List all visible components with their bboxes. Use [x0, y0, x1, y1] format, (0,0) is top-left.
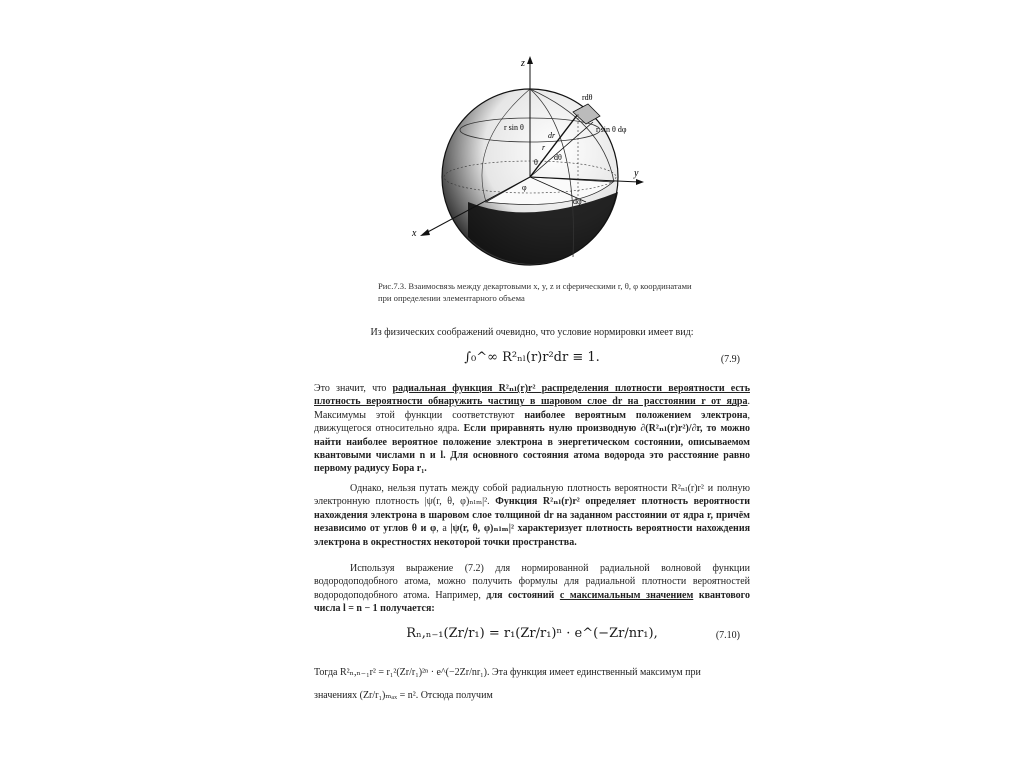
p3-text-4: |ψ(r, θ, φ)ₙₗₘ|² характеризует плотность вероятности нахождения электрона в окрестностях некоторой точки пространства.	[314, 523, 750, 548]
paragraph-hydrogen-like	[314, 562, 750, 616]
theta-label: θ	[534, 158, 538, 167]
p4-text-2: для состояний	[486, 589, 560, 601]
equation-7-9-number: (7.9)	[720, 354, 740, 365]
p5-line-2: значениях (Zr/r₁)ₘₐₓ = n². Отсюда получим	[314, 690, 493, 702]
equation-7-10-body: Rₙ,ₙ₋₁(Zr/r₁) = r₁(Zr/r₁)ⁿ · e^(−Zr/nr₁),	[406, 626, 658, 641]
paragraph-normalization-intro: Из физических соображений очевидно, что условие нормировки имеет вид:	[370, 327, 694, 338]
rdtheta-label: rdθ	[582, 93, 593, 102]
p3-text-2: Функция R²ₙₗ(r)r² определяет плотность вероятности нахождения электрона в шаровом слое толщиной dr на заданном расстоянии от ядра r, причём независимо от углов θ и φ	[314, 496, 750, 535]
dr-label: dr	[548, 131, 556, 140]
p4-text-1: Используя выражение (7.2) для нормированной радиальной волновой функции водородоподобного атома, можно получить формулы для радиальной плотности вероятностей водородоподобного атома. Например,	[314, 563, 750, 601]
equation-7-9	[314, 346, 750, 376]
p2-text-5: , движущегося относительно ядра.	[314, 409, 750, 435]
figure-caption	[378, 280, 773, 304]
r-label: r	[542, 143, 546, 152]
p4-text-3: с максимальным значением	[559, 589, 694, 601]
equation-7-9-body: ∫₀^∞ R²ₙₗ(r)r²dr ≡ 1.	[464, 350, 600, 365]
p5-line-1: Тогда R²ₙ,ₙ₋₁r² = r₁²(Zr/r₁)²ⁿ · e^(−2Zr/nr₁). Эта функция имеет единственный максимум при	[314, 667, 701, 678]
p3-text-3: , а	[436, 523, 451, 535]
paragraph-maximum	[314, 666, 750, 703]
axis-y-label: y	[634, 168, 639, 179]
caption-line-2: при определении элементарного объема	[378, 293, 525, 303]
rsinthetadphi-label: r sin θ dφ	[596, 125, 627, 134]
p2-text-3: . Максимумы этой функции соответствуют	[314, 396, 750, 421]
p2-text-1: Это значит, что	[314, 383, 393, 394]
caption-line-1: Рис.7.3. Взаимосвязь между декартовыми x, y, z и сферическими r, θ, φ координатами	[378, 281, 692, 291]
equation-7-10-number: (7.10)	[715, 630, 740, 641]
p4-text-4: квантового числа l = n − 1 получается:	[314, 589, 750, 615]
rsintheta-label: r sin θ	[504, 123, 524, 132]
axis-x-label: x	[412, 228, 417, 239]
paragraph-radial-function	[314, 382, 750, 476]
dtheta-label: dθ	[554, 153, 562, 162]
p2-text-2: радиальная функция R²ₙₗ(r)r² распределения плотности вероятности есть плотность вероятности обнаружить частицу в шаровом слое dr на расстоянии r от ядра	[314, 383, 750, 408]
p3-text-1: Однако, нельзя путать между собой радиальную плотность вероятности R²ₙₗ(r)r² и полную электронную плотность |ψ(r, θ, φ)ₙₗₘ|².	[314, 483, 750, 508]
p2-text-6: Если приравнять нулю производную ∂(R²ₙₗ(r)r²)/∂r, то можно найти наиболее вероятное положение электрона в энергетическом состоянии, описываемом квантовыми числами n и l. Для основного состояния атома водорода это расстояние равно первому радиусу Бора r₁.	[314, 423, 750, 475]
axis-z-label: z	[521, 58, 525, 69]
equation-7-10	[314, 622, 750, 652]
p2-text-4: наиболее вероятным положением электрона	[524, 409, 748, 421]
phi-label: φ	[522, 183, 527, 192]
dphi-label: dφ	[573, 197, 582, 206]
spherical-coordinates-figure	[408, 52, 668, 282]
paragraph-density-distinction	[314, 482, 750, 549]
